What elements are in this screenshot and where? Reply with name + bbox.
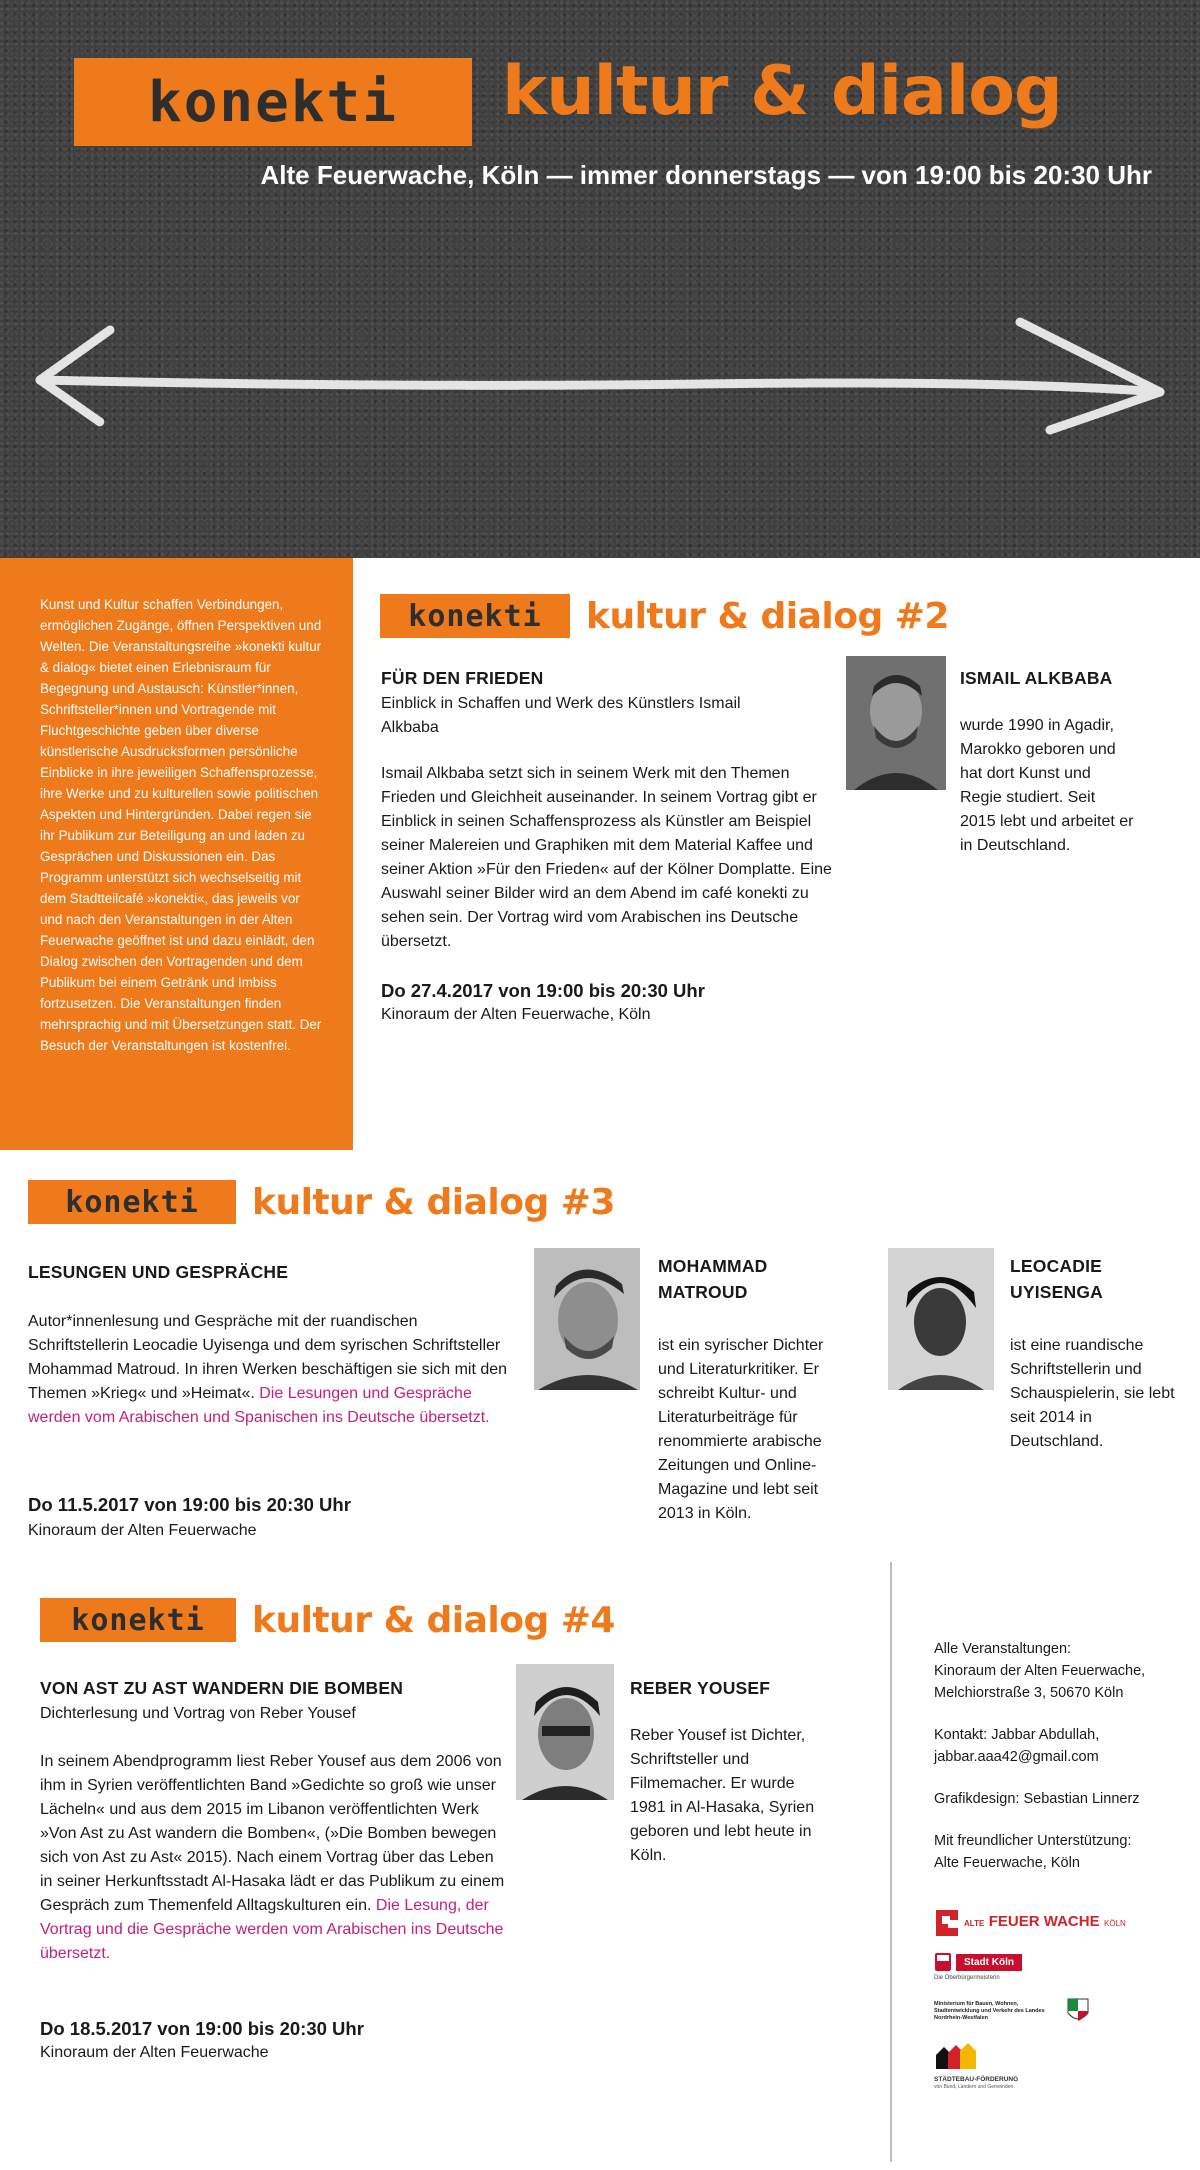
- info-divider: [890, 1562, 892, 2162]
- staedtebau-subtext: von Bund, Ländern und Gemeinden: [934, 2084, 1014, 2090]
- event4-date: Do 18.5.2017 von 19:00 bis 20:30 Uhr: [40, 2018, 364, 2039]
- event2-date: Do 27.4.2017 von 19:00 bis 20:30 Uhr: [381, 980, 705, 1001]
- event2-place: Kinoraum der Alten Feuerwache, Köln: [381, 1006, 651, 1023]
- nrw-crest-icon: [1066, 1997, 1090, 2025]
- event3-person2-name-line1: LEOCADIE: [1010, 1256, 1103, 1276]
- konekti-logo: konekti: [74, 58, 472, 146]
- event2-body: Ismail Alkbaba setzt sich in seinem Werk mit den Themen Frieden und Gleichheit auseinander. In seinem Vortrag gibt er Einblick in seinen Schaffensprozess als Künstler am Beispiel seiner Malereien und Graphiken mit dem Material Kaffee und seiner Aktion »Für den Frieden« auf der Kölner Domplatte. Eine Auswahl seiner Bilder wird an dem Abend im café konekti zu sehen sein. Der Vortrag wird vom Arabischen ins Deutsche übersetzt.: [381, 765, 832, 950]
- feuerwache-small-text: ALTE: [964, 1919, 985, 1928]
- intro-panel: [0, 558, 353, 1150]
- event2-person-bio: wurde 1990 in Agadir, Marokko geboren und hat dort Kunst und Regie studiert. Seit 2015 lebt und arbeitet er in Deutschland.: [960, 717, 1134, 854]
- header-banner: [0, 0, 1200, 558]
- event3-header: [28, 1180, 615, 1224]
- info-contact-line1: Kontakt: Jabbar Abdullah,: [934, 1727, 1100, 1743]
- sponsor-logos: [934, 1904, 1164, 2090]
- event4-title: kultur & dialog #4: [252, 1599, 615, 1641]
- mohammad-matroud-photo: [534, 1248, 640, 1390]
- event4-person-bio: Reber Yousef ist Dichter, Schriftsteller und Filmemacher. Er wurde 1981 in Al-Hasaka, Syrien geboren und lebt heute in Köln.: [630, 1727, 815, 1864]
- event3-person2-bio: ist eine ruandische Schriftstellerin und Schauspielerin, sie lebt seit 2014 in Deutschland.: [1010, 1337, 1175, 1450]
- info-venue-label: Alle Veranstaltungen:: [934, 1641, 1072, 1657]
- page-title: kultur & dialog: [502, 52, 1062, 131]
- info-venue-line1: Kinoraum der Alten Feuerwache,: [934, 1663, 1146, 1679]
- event4-body-text: In seinem Abendprogramm liest Reber Yousef aus dem 2006 von ihm in Syrien veröffentlichten Band »Gedichte so groß wie unser Lächeln« und aus dem 2015 im Libanon veröffentlichten Werk »Von Ast zu Ast wandern die Bomben«, (»Die Bomben bewegen sich von Ast zu Ast« 2015). Nach einem Vortrag über das Leben in seiner Herkunftsstadt Al-Hasaka lädt er das Publikum zu einem Gespräch zum Themenfeld Alltagskulturen ein.: [40, 1753, 505, 1914]
- chalk-double-arrow-icon: [0, 300, 1200, 480]
- event3-body: [28, 1310, 518, 1430]
- reber-yousef-photo: [516, 1664, 614, 1800]
- info-support-line2: Alte Feuerwache, Köln: [934, 1855, 1080, 1871]
- event3-konekti-logo: konekti: [28, 1180, 236, 1224]
- event2-title: kultur & dialog #2: [586, 595, 949, 637]
- event4-person-name: REBER YOUSEF: [630, 1678, 771, 1698]
- staedtebau-text: STÄDTEBAU-FÖRDERUNG: [934, 2076, 1019, 2083]
- ismail-alkbaba-photo: [846, 656, 946, 790]
- event2-heading: FÜR DEN FRIEDEN: [381, 668, 544, 688]
- info-support-line1: Mit freundlicher Unterstützung:: [934, 1833, 1132, 1849]
- event3-person1-bio: ist ein syrischer Dichter und Literaturkritiker. Er schreibt Kultur- und Literaturbeiträge für renommierte arabische Zeitungen und Online-Magazine und lebt seit 2013 in Köln.: [658, 1337, 824, 1522]
- staedtebau-foerderung-logo: [934, 2041, 1164, 2090]
- info-design-credit: Grafikdesign: Sebastian Linnerz: [934, 1791, 1140, 1807]
- event2-subheading: Einblick in Schaffen und Werk des Künstlers Ismail Alkbaba: [381, 695, 741, 736]
- koeln-crest-icon: [934, 1952, 952, 1972]
- intro-text: Kunst und Kultur schaffen Verbindungen, ermöglichen Zugänge, öffnen Perspektiven und Welten. Die Veranstaltungsreihe »konekti kultur & dialog« bietet einen Erlebnisraum für Begegnung und Austausch: Künstler*innen, Schriftsteller*innen und Vortragende mit Fluchtgeschichte geben über diverse künstlerische Ausdrucksformen persönliche Einblicke in ihre jeweiligen Schaffensprozesse, ihre Werke und zu kulturellen sowie politischen Aspekten und Hintergründen. Dabei regen sie ihr Publikum zur Beteiligung an und laden zu Gesprächen und Diskussionen ein. Das Programm unterstützt sich wechselseitig mit dem Stadtteilcafé »konekti«, das jeweils vor und nach den Veranstaltungen in der Alten Feuerwache geöffnet ist und dazu einlädt, den Dialog zwischen den Vortragenden und dem Publikum bei einem Getränk und Imbiss fortzusetzen. Die Veranstaltungen finden mehrsprachig und mit Übersetzungen statt. Der Besuch der Veranstaltungen ist kostenfrei.: [40, 597, 322, 1053]
- event2-konekti-logo: konekti: [380, 594, 570, 638]
- staedtebau-houses-icon: [934, 2041, 978, 2069]
- event4-place: Kinoraum der Alten Feuerwache: [40, 2044, 269, 2061]
- event3-person1-name-line2: MATROUD: [658, 1282, 748, 1302]
- event4-translation-note: Die Lesung, der Vortrag und die Gespräche werden vom Arabischen ins Deutsche übersetzt.: [40, 1897, 504, 1962]
- event3-body-text: Autor*innenlesung und Gespräche mit der ruandischen Schriftstellerin Leocadie Uyisenga und dem syrischen Schriftsteller Mohammad Matroud. In ihren Werken beschäftigen sie sich mit den Themen »Krieg« und »Heimat«.: [28, 1313, 508, 1402]
- info-venue-line2: Melchiorstraße 3, 50670 Köln: [934, 1685, 1124, 1701]
- ministerium-text: Ministerium für Bauen, Wohnen, Stadtentwicklung und Verkehr des Landes Nordrhein-Westfalen: [934, 2000, 1045, 2021]
- event4-heading: VON AST ZU AST WANDERN DIE BOMBEN: [40, 1678, 404, 1698]
- event2-header: [380, 594, 949, 638]
- stadt-koeln-subtext: Die Oberbürgermeisterin: [934, 1975, 1000, 1981]
- event4-body: [40, 1750, 510, 1966]
- feuerwache-mark-icon: [934, 1908, 960, 1938]
- event3-place: Kinoraum der Alten Feuerwache: [28, 1522, 257, 1539]
- event3-person1-name-line1: MOHAMMAD: [658, 1256, 768, 1276]
- alte-feuerwache-logo: [934, 1904, 1164, 1942]
- info-contact-email[interactable]: jabbar.aaa42@gmail.com: [934, 1749, 1099, 1765]
- leocadie-uyisenga-photo: [888, 1248, 994, 1390]
- event3-date: Do 11.5.2017 von 19:00 bis 20:30 Uhr: [28, 1494, 351, 1515]
- feuerwache-big-text: FEUER WACHE: [988, 1913, 1100, 1930]
- page-subtitle: Alte Feuerwache, Köln — immer donnerstags — von 19:00 bis 20:30 Uhr: [260, 160, 1152, 190]
- event4-subheading: Dichterlesung und Vortrag von Reber Yousef: [40, 1705, 356, 1722]
- event2-person-name: ISMAIL ALKBABA: [960, 668, 1113, 688]
- ministerium-nrw-logo: [934, 1997, 1164, 2025]
- event4-konekti-logo: konekti: [40, 1598, 236, 1642]
- event3-translation-note: Die Lesungen und Gespräche werden vom Arabischen und Spanischen ins Deutsche übersetzt.: [28, 1385, 490, 1426]
- info-column: [934, 1638, 1184, 1874]
- event4-header: [40, 1598, 615, 1642]
- feuerwache-city-text: KÖLN: [1104, 1919, 1126, 1928]
- stadt-koeln-logo: [934, 1952, 1164, 1981]
- event3-heading: LESUNGEN UND GESPRÄCHE: [28, 1262, 289, 1282]
- event3-title: kultur & dialog #3: [252, 1181, 615, 1223]
- event3-person2-name-line2: UYISENGA: [1010, 1282, 1104, 1302]
- stadt-koeln-text: Stadt Köln: [956, 1954, 1022, 1971]
